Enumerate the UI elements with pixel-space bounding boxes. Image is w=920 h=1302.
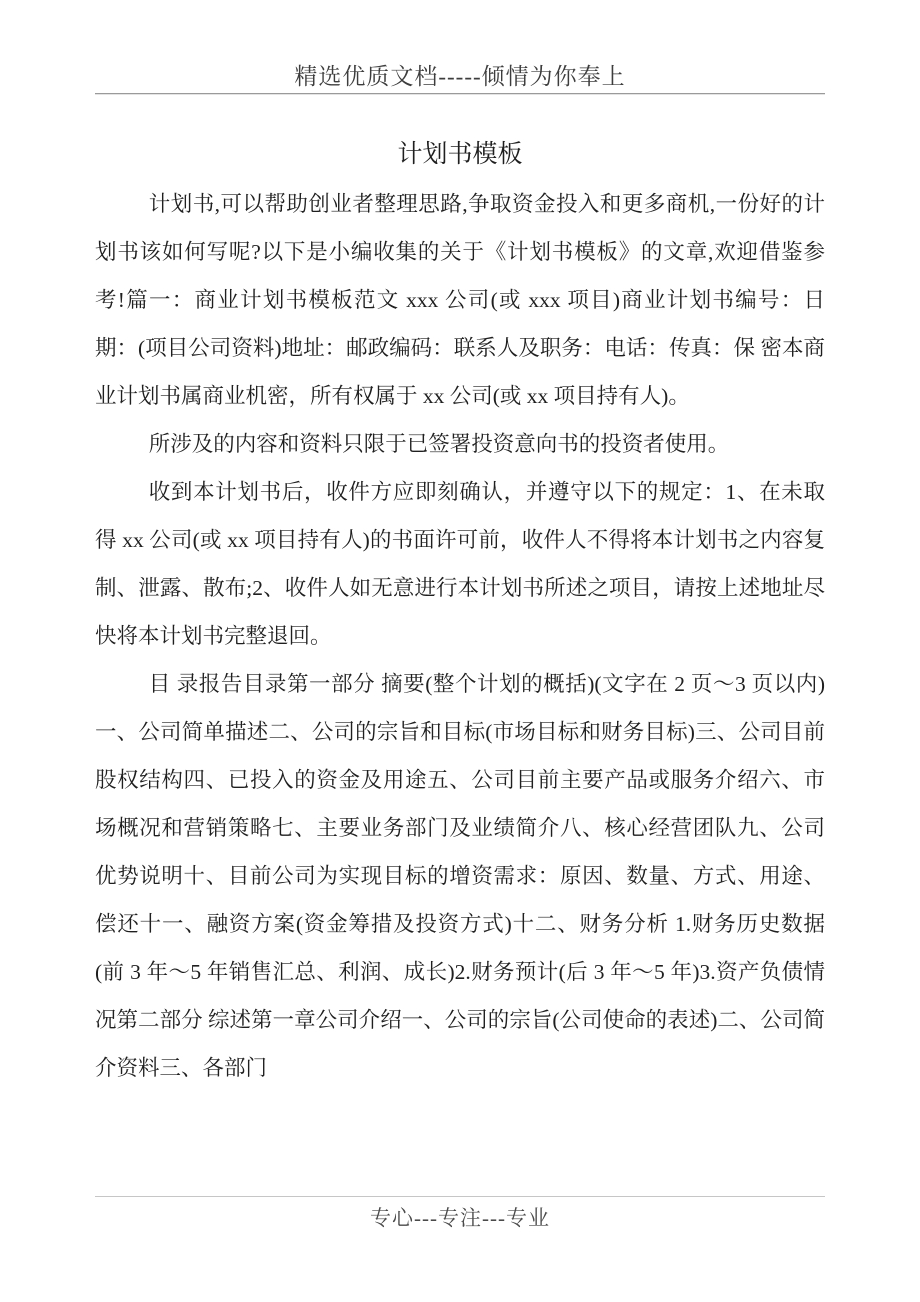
- paragraph-rules: 收到本计划书后，收件方应即刻确认，并遵守以下的规定：1、在未取得 xx 公司(或 xx 项目持有人)的书面许可前，收件人不得将本计划书之内容复制、泄露、散布;2、收件人如无意进行本计划书所述之项目，请按上述地址尽快将本计划书完整退回。: [95, 480, 825, 648]
- document-body: [95, 180, 825, 1180]
- paragraph-confidentiality: 所涉及的内容和资料只限于已签署投资意向书的投资者使用。: [148, 432, 730, 456]
- page-footer-text: 专心---专注---专业: [370, 1206, 550, 1230]
- header-divider: [95, 93, 825, 95]
- footer-divider: [95, 1196, 825, 1197]
- document-title: 计划书模板: [397, 141, 523, 168]
- paragraph-table-of-contents: 目 录报告目录第一部分 摘要(整个计划的概括)(文字在 2 页～3 页以内)一、公司简单描述二、公司的宗旨和目标(市场目标和财务目标)三、公司目前股权结构四、已投入的资金及用途五、公司目前主要产品或服务介绍六、市场概况和营销策略七、主要业务部门及业绩简介八、核心经营团队九、公司优势说明十、目前公司为实现目标的增资需求：原因、数量、方式、用途、偿还十一、融资方案(资金筹措及投资方式)十二、财务分析 1.财务历史数据(前 3 年～5 年销售汇总、利润、成长)2.财务预计(后 3 年～5 年)3.资产负债情况第二部分 综述第一章公司介绍一、公司的宗旨(公司使命的表述)二、公司简介资料三、各部门: [95, 672, 825, 1080]
- page-header-text: 精选优质文档-----倾情为你奉上: [294, 64, 626, 89]
- paragraph-intro: 计划书,可以帮助创业者整理思路,争取资金投入和更多商机,一份好的计划书该如何写呢?以下是小编收集的关于《计划书模板》的文章,欢迎借鉴参考!篇一：商业计划书模板范文 xxx 公司(或 xxx 项目)商业计划书编号：日期：(项目公司资料)地址：邮政编码：联系人及职务：电话：传真：保 密本商业计划书属商业机密，所有权属于 xx 公司(或 xx 项目持有人)。: [95, 192, 825, 408]
